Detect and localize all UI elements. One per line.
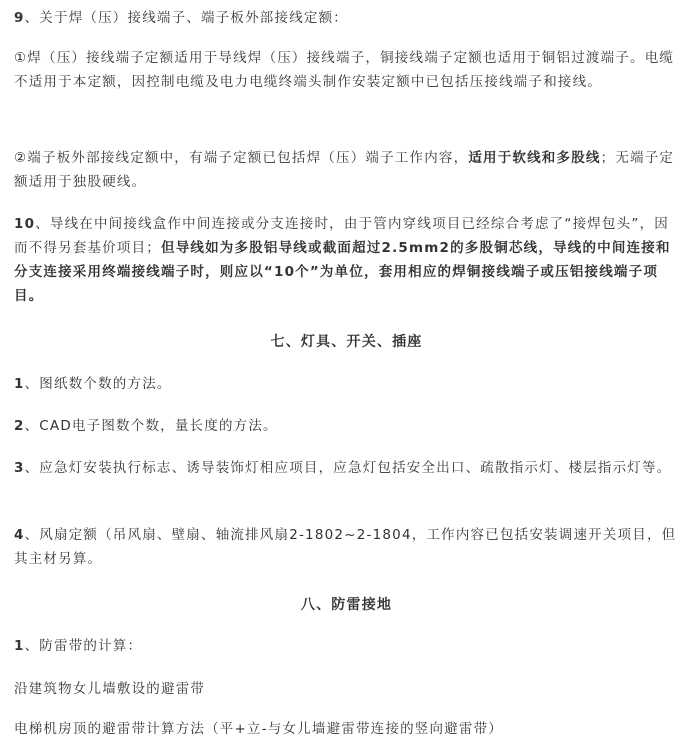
sec9-item2-bold: 适用于软线和多股线	[468, 150, 601, 166]
section7-item-2-text: 、CAD电子图数个数，量长度的方法。	[24, 418, 278, 434]
section7-item-4	[14, 523, 683, 571]
section7-item-1-num: 1	[14, 376, 25, 392]
section7-item-2-num: 2	[14, 418, 25, 434]
sec9-item2-text: ②端子板外部接线定额中，有端子定额已包括焊（压）端子工作内容，	[14, 150, 469, 166]
section7-item-2	[14, 414, 683, 438]
sec10-text: 、导线在中间接线盒作中间连接或分支连接时，由于管内穿线项目已经综合考虑了“接焊包头”，因而不得另套基价项目；	[14, 216, 669, 256]
section7-title: 七、灯具、开关、插座	[270, 334, 423, 350]
section8-item-1-text: 、防雷带的计算：	[24, 638, 143, 654]
section7-item-3	[14, 456, 683, 480]
section7-item-1	[14, 372, 683, 396]
section8-item-1	[14, 634, 683, 658]
section8-item-1-num: 1	[14, 638, 25, 654]
sec9-heading-text: 、关于焊（压）接线端子、端子板外部接线定额：	[24, 10, 348, 26]
section7-item-3-num: 3	[14, 460, 25, 476]
section8-title: 八、防雷接地	[300, 597, 393, 613]
section8-line-2: 电梯机房顶的避雷带计算方法（平+立-与女儿墙避雷带连接的竖向避雷带）	[14, 721, 503, 737]
section8-line-1: 沿建筑物女儿墙敷设的避雷带	[14, 681, 206, 697]
sec9-heading	[14, 6, 683, 30]
section7-item-4-text: 、风扇定额（吊风扇、壁扇、轴流排风扇2-1802~2-1804，工作内容已包括安装调速开关项目，但其主材另算。	[14, 527, 677, 567]
section7-item-3-text: 、应急灯安装执行标志、诱导装饰灯相应项目，应急灯包括安全出口、疏散指示灯、楼层指示灯等。	[24, 460, 672, 476]
sec10-paragraph	[14, 212, 683, 308]
sec9-item1: ①焊（压）接线端子定额适用于导线焊（压）接线端子，铜接线端子定额也适用于铜铝过渡端子。电缆不适用于本定额，因控制电缆及电力电缆终端头制作安装定额中已包括压接线端子和接线。	[14, 50, 675, 90]
sec9-item2	[14, 146, 683, 194]
sec10-bold-text: 但导线如为多股铝导线或截面超过2.5mm2的多股铜芯线，导线的中间连接和分支连接采用终端接线端子时，则应以“10个”为单位，套用相应的焊铜接线端子或压铝接线端子项目。	[14, 240, 671, 304]
sec9-number: 9	[14, 10, 25, 26]
section7-item-1-text: 、图纸数个数的方法。	[24, 376, 172, 392]
sec10-number: 10	[14, 216, 36, 232]
sec9-item2-tail: ；无端子定额适用于独股硬线。	[14, 150, 675, 190]
section7-item-4-num: 4	[14, 527, 25, 543]
